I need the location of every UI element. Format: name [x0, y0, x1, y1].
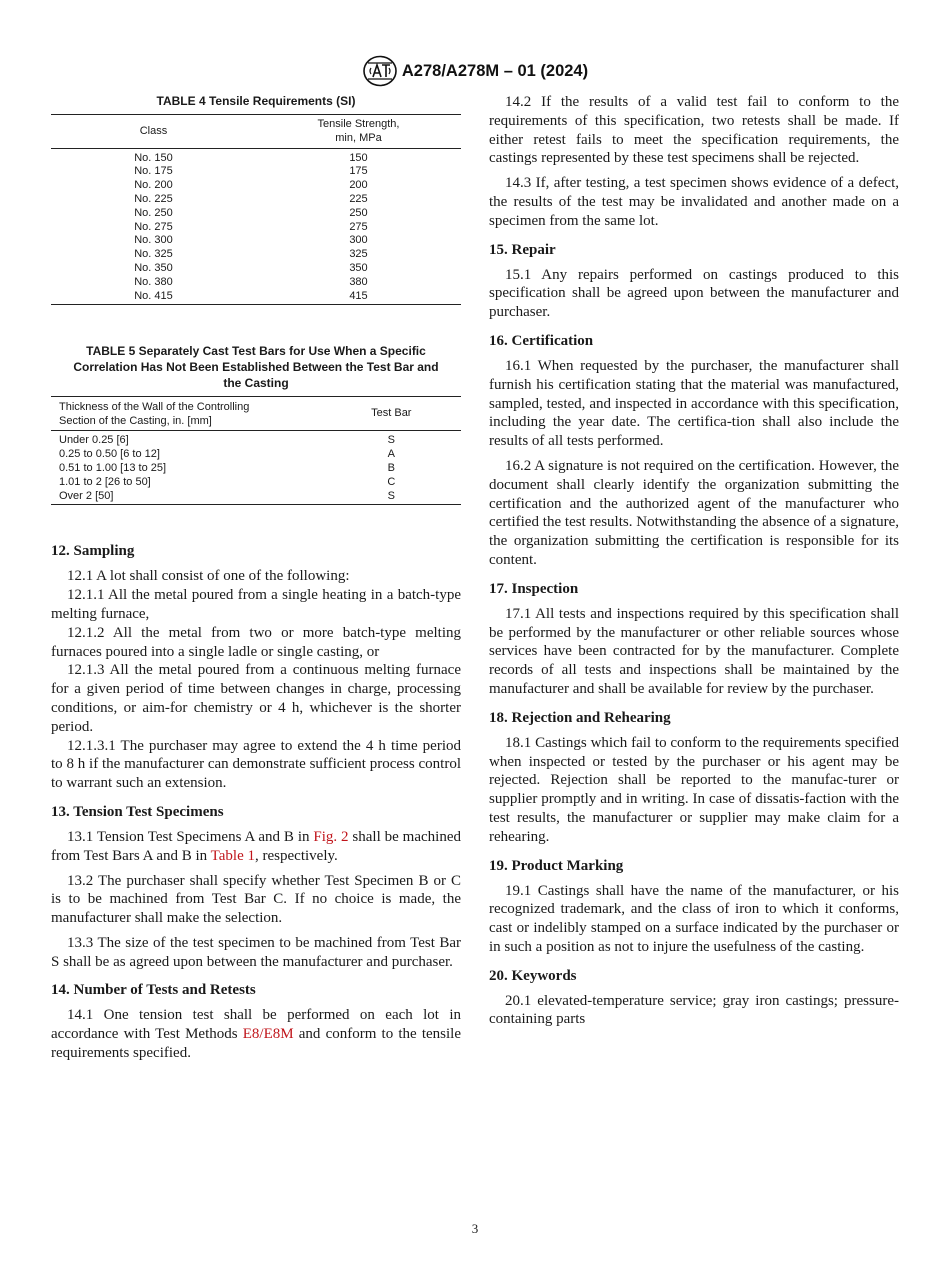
column-header-class-label: Class [139, 124, 168, 137]
class-cell: No. 380 [134, 275, 173, 288]
paragraph-13-1 [51, 828, 461, 866]
class-cell: No. 325 [134, 248, 173, 261]
e8-e8m-link[interactable]: E8/E8M [242, 1026, 294, 1043]
paragraph-12-1-1: 12.1.1 All the metal poured from a single heating in a batch-type melting furnace, [51, 587, 461, 622]
strength-cell: 380 [349, 275, 368, 288]
section-20-heading: 20. Keywords [489, 967, 577, 984]
paragraph-16-1: 16.1 When requested by the purchaser, the manufacturer shall furnish his certification stating that the material was manufactured, sampled, tested, and inspected in accordance with this specification, including the year date. The certifica-tion shall also include the results of all tests performed. [489, 357, 899, 450]
section-14-heading: 14. Number of Tests and Retests [51, 982, 256, 999]
table-4-title: TABLE 4 Tensile Requirements (SI) [156, 94, 356, 108]
strength-cell: 225 [349, 192, 368, 205]
table-row [51, 148, 461, 165]
table-row [51, 221, 461, 235]
table-4 [51, 93, 461, 305]
paragraph-16-2: 16.2 A signature is not required on the certification. However, the document shall clearly identify the organization submitting the certification and the authorized agent of the manufacturer who certified the test results. Notwithstanding the absence of a signature, the organization submitting the certification is responsible for its content. [489, 457, 899, 568]
test-bar-cell: S [322, 490, 461, 505]
table-1-link[interactable]: Table 1 [210, 847, 256, 864]
column-header-thickness-line: Thickness of the Wall of the Controlling [59, 401, 250, 414]
paragraph-14-1 [51, 1006, 461, 1062]
section-18-heading: 18. Rejection and Rehearing [489, 709, 671, 726]
test-bar-cell: B [387, 461, 395, 474]
section-16-heading: 16. Certification [489, 332, 594, 349]
paragraph-14-2: 14.2 If the results of a valid test fail to conform to the requirements of this specification, two retests shall be made. If either retest fails to meet the specification requirements, the castings represented by these test specimens shall be rejected. [489, 94, 899, 167]
paragraph-text: , respectively. [255, 847, 338, 864]
table-row [51, 207, 461, 221]
table-5-title-line: the Casting [223, 376, 289, 391]
paragraph-text: and conform to the tensile requirements specified. [51, 1026, 461, 1062]
paragraph-text: 14.1 One tension test shall be performed on each lot in accordance with Test Methods [51, 1007, 461, 1043]
astm-logo-icon [362, 55, 398, 87]
thickness-cell: Under 0.25 [6] [59, 434, 129, 447]
table-row [51, 448, 461, 462]
thickness-cell: 0.51 to 1.00 [13 to 25] [59, 461, 167, 474]
table-row [51, 431, 461, 448]
paragraph-18-1: 18.1 Castings which fail to conform to the requirements specified when inspected or tested by the purchaser or his agent may be rejected. Rejection shall be reported to the manufac-turer or supplier promptly and in writing. In case of dissatis-faction with the test results, the manufacturer or supplier may make claim for a rehearing. [489, 734, 899, 845]
paragraph-12-1-2: 12.1.2 All the metal from two or more batch-type melting furnaces poured into a single ladle or single casting, or [51, 624, 461, 660]
section-13-heading: 13. Tension Test Specimens [51, 803, 224, 820]
table-row [51, 262, 461, 276]
paragraph-19-1: 19.1 Castings shall have the name of the manufacturer, or his recognized trademark, and the class of iron to which it conforms, cast or indelibly stamped on a surface indicated by the purchaser or in such a position as not to injure the usefulness of the casting. [489, 882, 899, 955]
tensile-requirements-table [51, 114, 461, 305]
table-row [51, 165, 461, 179]
table-5-title-line: TABLE 5 Separately Cast Test Bars for Use When a Specific [86, 344, 426, 359]
table-row [51, 290, 461, 305]
test-bars-table [51, 396, 461, 505]
fig-2-link[interactable]: Fig. 2 [313, 828, 349, 845]
strength-cell: 300 [349, 234, 368, 247]
paragraph-13-3: 13.3 The size of the test specimen to be machined from Test Bar S shall be as agreed upon between the manufacturer and purchaser. [51, 934, 461, 970]
strength-cell: 175 [349, 165, 368, 178]
table-row [51, 462, 461, 476]
paragraph-12-1: 12.1 A lot shall consist of one of the following: [67, 568, 350, 585]
right-column [489, 93, 899, 1035]
class-cell: No. 250 [134, 206, 173, 219]
test-bar-cell: A [387, 448, 395, 461]
class-cell: No. 175 [134, 165, 173, 178]
paragraph-12-1-3: 12.1.3 All the metal poured from a continuous melting furnace for a given period of time between changes in charge, processing conditions, or aim-for chemistry or 4 h, whichever is the shorter period. [51, 662, 461, 735]
paragraph-20-1: 20.1 elevated-temperature service; gray iron castings; pressure-containing parts [489, 992, 899, 1028]
class-cell: No. 300 [134, 234, 173, 247]
paragraph-13-2: 13.2 The purchaser shall specify whether Test Specimen B or C is to be machined from Test Bar C. If no choice is made, the manufacturer shall make the selection. [51, 872, 461, 927]
table-row [51, 476, 461, 490]
class-cell: No. 150 [134, 151, 173, 164]
table-5 [51, 343, 461, 505]
paragraph-15-1: 15.1 Any repairs performed on castings produced to this specification shall be agreed upon between the manufacturer and purchaser. [489, 266, 899, 321]
strength-cell: 200 [349, 179, 368, 192]
table-row [51, 248, 461, 262]
strength-cell: 415 [256, 290, 461, 305]
paragraph-12-1-3-1: 12.1.3.1 The purchaser may agree to extend the 4 h time period to 8 h if the manufacturer can demonstrate sufficient process control to warrant such an extension. [51, 737, 461, 792]
column-header-tensile-label: Tensile Strength, [317, 118, 400, 130]
test-bar-cell: S [387, 434, 395, 447]
table-5-title-line: Correlation Has Not Been Established Between the Test Bar and [73, 360, 439, 375]
class-cell: No. 200 [134, 179, 173, 192]
column-header-class [51, 115, 256, 149]
test-bar-cell: C [387, 475, 396, 488]
table-row [51, 179, 461, 193]
paragraph-17-1: 17.1 All tests and inspections required by this specification shall be performed by the manufacturer or other reliable sources whose services have been contracted for by the manufacturer. Complete records of all tests and inspections shall be maintained by the manufacturer and shall be available for review by the purchaser. [489, 605, 899, 697]
paragraph-text: 13.1 Tension Test Specimens A and B in [67, 828, 314, 845]
strength-cell: 250 [349, 206, 368, 219]
table-row [51, 276, 461, 290]
document-designation: A278/A278M – 01 (2024) [401, 61, 589, 80]
thickness-cell: 1.01 to 2 [26 to 50] [59, 475, 151, 488]
section-15-heading: 15. Repair [489, 241, 556, 258]
column-header-thickness [51, 397, 322, 431]
class-cell: No. 225 [134, 192, 173, 205]
thickness-cell: Over 2 [50] [51, 490, 322, 505]
page-number: 3 [471, 1221, 479, 1236]
class-cell: No. 275 [134, 220, 173, 233]
left-column [51, 93, 461, 1069]
section-12-heading: 12. Sampling [51, 543, 135, 560]
strength-cell: 275 [349, 220, 368, 233]
column-header-tensile-unit: min, MPa [335, 131, 382, 144]
strength-cell: 150 [349, 151, 368, 164]
class-cell: No. 415 [51, 290, 256, 305]
table-5-title [51, 343, 461, 391]
strength-cell: 350 [349, 261, 368, 274]
class-cell: No. 350 [134, 261, 173, 274]
thickness-cell: 0.25 to 0.50 [6 to 12] [59, 448, 160, 461]
column-header-test-bar: Test Bar [322, 397, 461, 431]
section-17-heading: 17. Inspection [489, 580, 579, 597]
page-header [0, 55, 950, 87]
column-header-thickness-line: Section of the Casting, in. [mm] [59, 415, 212, 428]
strength-cell: 325 [349, 248, 368, 261]
table-row [51, 490, 461, 505]
table-row [51, 193, 461, 207]
section-19-heading: 19. Product Marking [489, 857, 624, 874]
table-row [51, 234, 461, 248]
paragraph-text: shall be machined from Test Bars A and B in [51, 828, 461, 864]
column-header-tensile-strength [256, 115, 461, 149]
paragraph-14-3: 14.3 If, after testing, a test specimen shows evidence of a defect, the results of the test may be invalidated and another made on a specimen from the same lot. [489, 175, 899, 229]
